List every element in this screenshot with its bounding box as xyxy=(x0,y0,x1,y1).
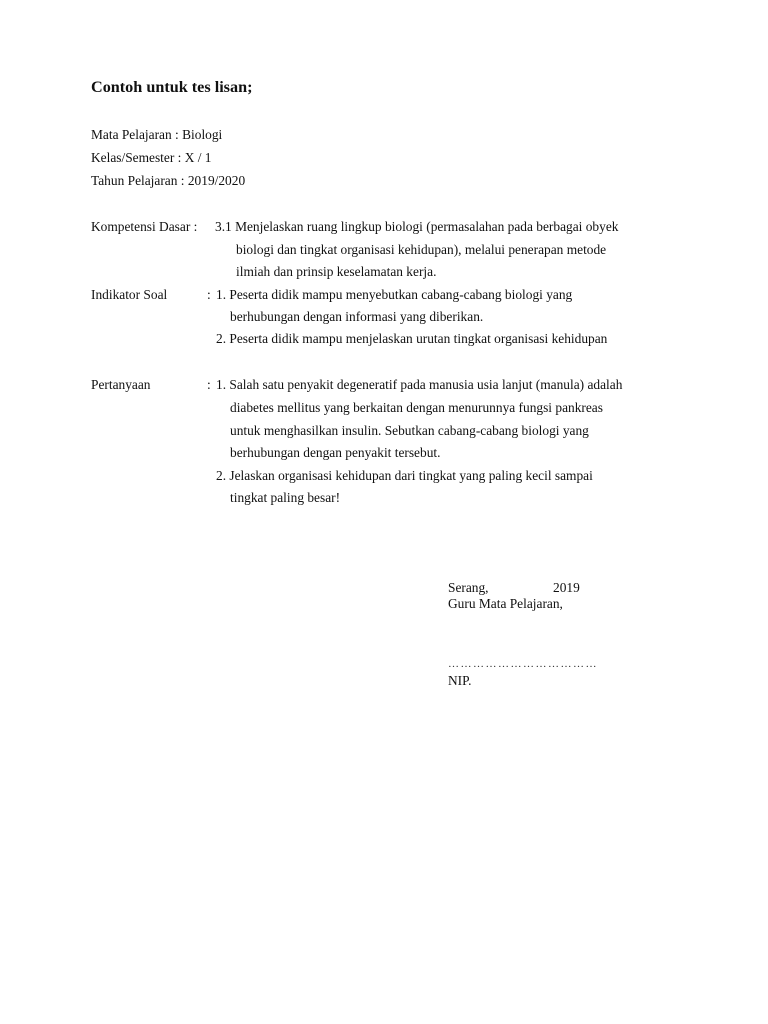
pertanyaan-line: tingkat paling besar! xyxy=(230,490,341,505)
indikator-line: 1. Peserta didik mampu menyebutkan cabang-cabang biologi yang xyxy=(216,287,573,302)
signature-role: Guru Mata Pelajaran, xyxy=(448,596,563,611)
pertanyaan-label: Pertanyaan xyxy=(91,377,151,392)
class-semester-line: Kelas/Semester : X / 1 xyxy=(91,150,212,165)
signature-place: Serang, xyxy=(448,580,489,595)
pertanyaan-line: 1. Salah satu penyakit degeneratif pada manusia usia lanjut (manula) adalah xyxy=(216,377,623,392)
indikator-line: berhubungan dengan informasi yang diberikan. xyxy=(230,309,484,324)
pertanyaan-line: diabetes mellitus yang berkaitan dengan menurunnya fungsi pankreas xyxy=(230,400,603,415)
signature-dotted-line: ……………………………… xyxy=(448,658,598,670)
kompetensi-line: biologi dan tingkat organisasi kehidupan), melalui penerapan metode xyxy=(236,242,607,257)
indikator-line: 2. Peserta didik mampu menjelaskan urutan tingkat organisasi kehidupan xyxy=(216,331,608,346)
pertanyaan-line: 2. Jelaskan organisasi kehidupan dari tingkat yang paling kecil sampai xyxy=(216,468,593,483)
pertanyaan-line: berhubungan dengan penyakit tersebut. xyxy=(230,445,441,460)
kompetensi-line: ilmiah dan prinsip keselamatan kerja. xyxy=(236,264,437,279)
document-title: Contoh untuk tes lisan; xyxy=(91,78,253,96)
pertanyaan-colon: : xyxy=(207,377,211,392)
subject-line: Mata Pelajaran : Biologi xyxy=(91,127,223,142)
kompetensi-line: 3.1 Menjelaskan ruang lingkup biologi (permasalahan pada berbagai obyek xyxy=(215,219,619,234)
kompetensi-label: Kompetensi Dasar : xyxy=(91,219,198,234)
pertanyaan-line: untuk menghasilkan insulin. Sebutkan cabang-cabang biologi yang xyxy=(230,423,589,438)
signature-nip: NIP. xyxy=(448,673,472,688)
indikator-label: Indikator Soal xyxy=(91,287,168,302)
school-year-line: Tahun Pelajaran : 2019/2020 xyxy=(91,173,246,188)
signature-year: 2019 xyxy=(553,580,580,595)
indikator-colon: : xyxy=(207,287,211,302)
